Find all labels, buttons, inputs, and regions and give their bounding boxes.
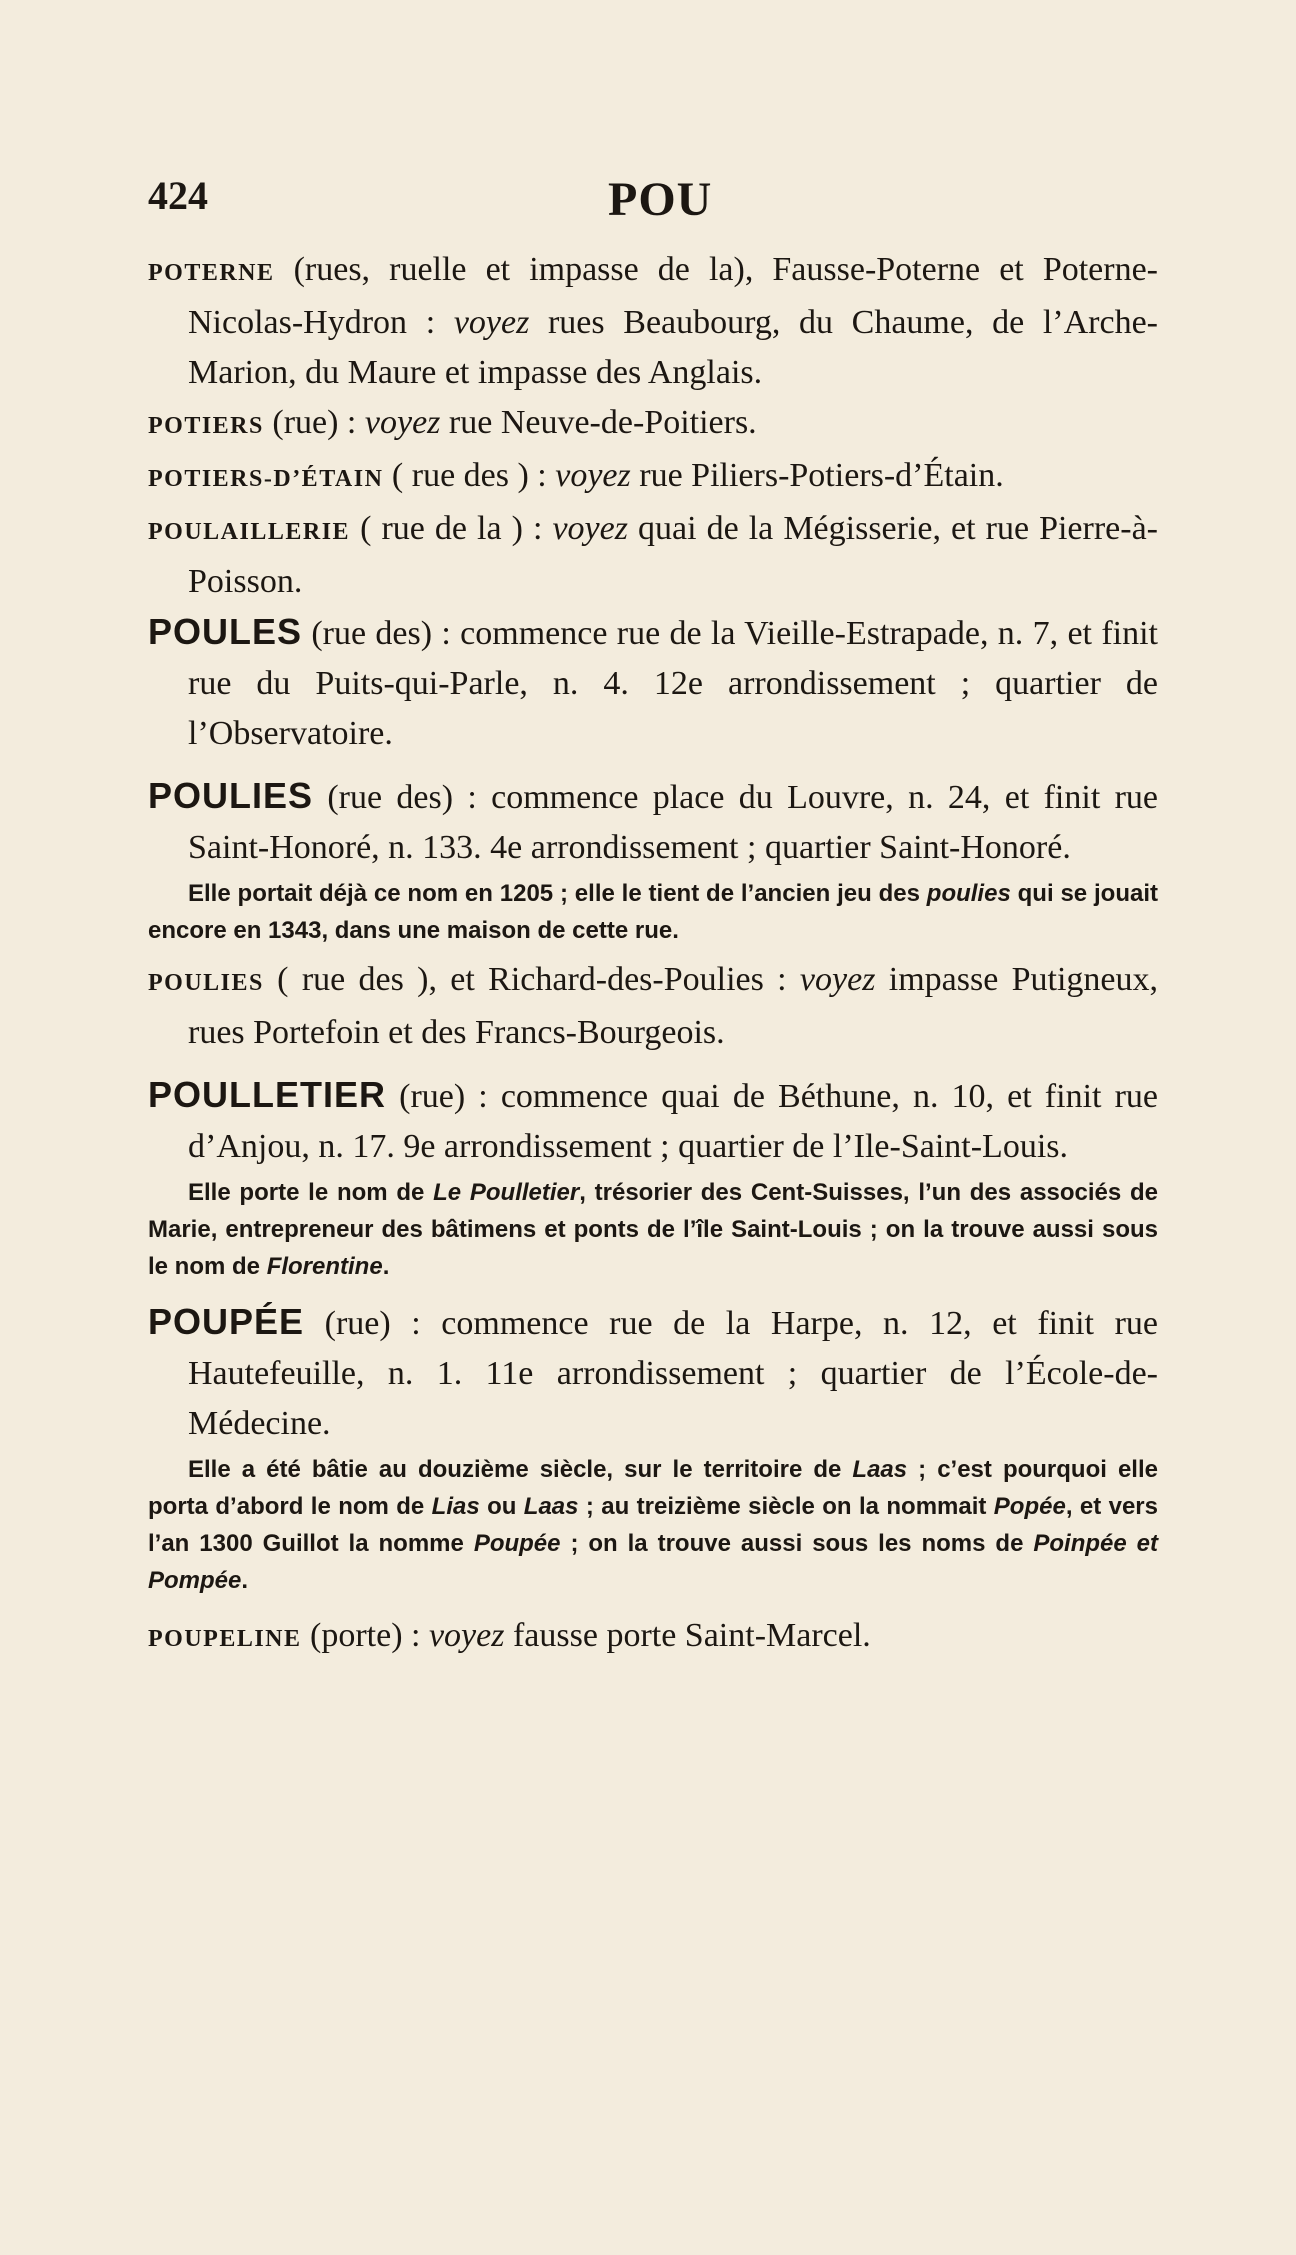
voyez-ref: voyez bbox=[799, 961, 876, 998]
entry-poulies: POULIES (rue des) : commence place du Louvre, n. 24, et finit rue Saint-Honoré, n. 133. 4e arrondissement ; quartier Saint-Honoré. bbox=[148, 775, 1158, 866]
voyez-ref: voyez bbox=[453, 304, 530, 341]
headword: POTIERS bbox=[148, 413, 264, 439]
headword: POUPÉE bbox=[148, 1301, 305, 1342]
entry-potiers: POTIERS (rue) : voyez rue Neuve-de-Poitiers. bbox=[148, 404, 757, 441]
voyez-ref: voyez bbox=[552, 510, 628, 547]
headword: POTIERS-D’ÉTAIN bbox=[148, 466, 384, 492]
entry-potiers-d-etain: POTIERS-D’ÉTAIN ( rue des ) : voyez rue Piliers-Potiers-d’Étain. bbox=[148, 457, 1004, 494]
voyez-ref: voyez bbox=[364, 404, 441, 441]
headword: POULIES bbox=[148, 775, 314, 816]
entry-poupeline: POUPELINE (porte) : voyez fausse porte Saint-Marcel. bbox=[148, 1617, 871, 1654]
historical-note: Elle portait déjà ce nom en 1205 ; elle le tient de l’ancien jeu des poulies qui se jouait encore en 1343, dans une maison de cette rue. bbox=[148, 880, 1158, 944]
entry-poulletier: POULLETIER (rue) : commence quai de Béthune, n. 10, et finit rue d’Anjou, n. 17. 9e arrondissement ; quartier de l’Ile-Saint-Louis. bbox=[148, 1074, 1158, 1165]
entry-poules: POULES (rue des) : commence rue de la Vieille-Estrapade, n. 7, et finit rue du Puits-qui-Parle, n. 4. 12e arrondissement ; quartier de l’Observatoire. bbox=[148, 611, 1158, 752]
headword: POULES bbox=[148, 611, 303, 652]
entry-poulaillerie: POULAILLERIE ( rue de la ) : voyez quai de la Mégisserie, et rue Pierre-à-Poisson. bbox=[148, 510, 1158, 600]
historical-note: Elle porte le nom de Le Poulletier, trésorier des Cent-Suisses, l’un des associés de Marie, entrepreneur des bâtimens et ponts de l’île Saint-Louis ; on la trouve aussi sous le nom de Florentine. bbox=[148, 1179, 1159, 1280]
page-header bbox=[148, 172, 1148, 232]
historical-note: Elle a été bâtie au douzième siècle, sur le territoire de Laas ; c’est pourquoi elle porta d’abord le nom de Lias ou Laas ; au treizième siècle on la nommait Popée, et vers l’an 1300 Guillot la nomme Poupée ; on la trouve aussi sous les noms de Poinpée et Pompée. bbox=[148, 1456, 1159, 1594]
dictionary-entries bbox=[148, 245, 1158, 1664]
page-number: 424 bbox=[148, 173, 208, 218]
headword: POTERNE bbox=[148, 260, 275, 286]
voyez-ref: voyez bbox=[428, 1617, 505, 1654]
entry-poupee: POUPÉE (rue) : commence rue de la Harpe, n. 12, et finit rue Hautefeuille, n. 1. 11e arrondissement ; quartier de l’École-de-Médecine. bbox=[148, 1301, 1158, 1442]
entry-poulies-richard: POULIES ( rue des ), et Richard-des-Poulies : voyez impasse Putigneux, rues Portefoin et des Francs-Bourgeois. bbox=[148, 961, 1158, 1051]
voyez-ref: voyez bbox=[555, 457, 631, 494]
entry-poterne: POTERNE (rues, ruelle et impasse de la), Fausse-Poterne et Poterne-Nicolas-Hydron : voyez rues Beaubourg, du Chaume, de l’Arche-Marion, du Maure et impasse des Anglais. bbox=[148, 251, 1158, 391]
headword: POULAILLERIE bbox=[148, 519, 351, 545]
headword: POUPELINE bbox=[148, 1626, 302, 1652]
headword: POULLETIER bbox=[148, 1074, 387, 1115]
running-head: POU bbox=[608, 173, 713, 226]
headword: POULIES bbox=[148, 970, 264, 996]
